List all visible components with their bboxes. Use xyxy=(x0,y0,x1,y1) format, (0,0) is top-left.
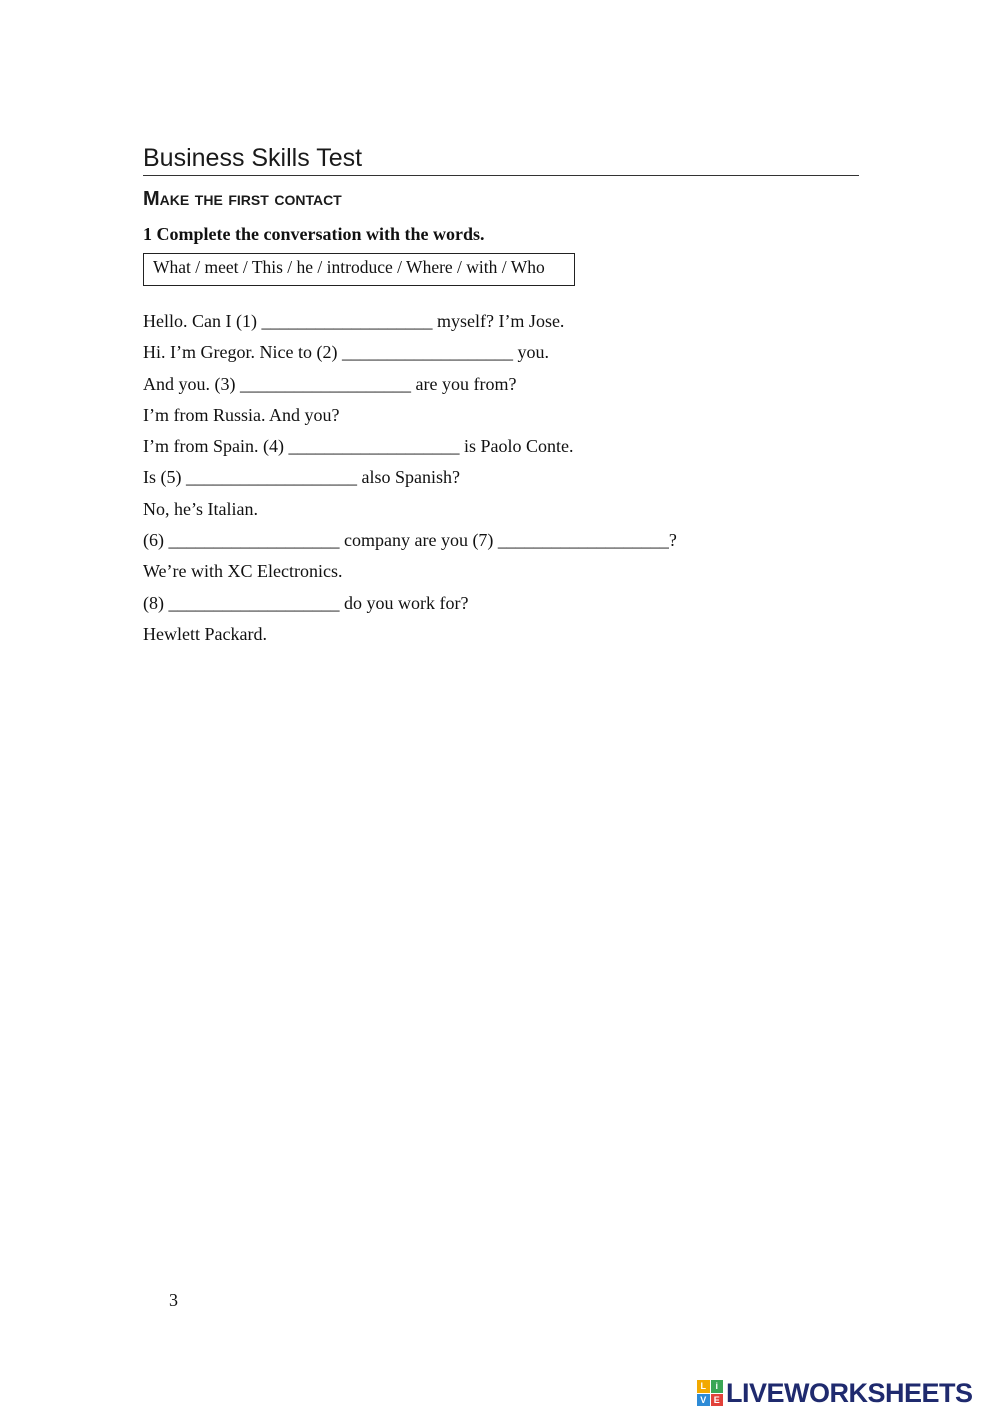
dialogue-line-6: Is (5) ___________________ also Spanish? xyxy=(143,467,460,488)
title-divider xyxy=(143,175,859,176)
logo-tile: E xyxy=(711,1394,724,1407)
logo-tile: L xyxy=(697,1380,710,1393)
word-bank-box: What / meet / This / he / introduce / Where / with / Who xyxy=(143,253,575,286)
section-heading: Make the first contact xyxy=(143,188,342,210)
logo-tile: V xyxy=(697,1394,710,1407)
dialogue-list xyxy=(143,308,677,652)
page-number: 3 xyxy=(169,1290,178,1310)
dialogue-line-4: I’m from Russia. And you? xyxy=(143,404,340,425)
logo-tile: i xyxy=(711,1380,724,1393)
dialogue-line-9: We’re with XC Electronics. xyxy=(143,561,343,582)
dialogue-line-2: Hi. I’m Gregor. Nice to (2) ___________________ you. xyxy=(143,342,549,363)
dialogue-line-1: Hello. Can I (1) ___________________ myself? I’m Jose. xyxy=(143,311,565,331)
exercise-instruction: 1 Complete the conversation with the words. xyxy=(143,224,485,244)
page-title: Business Skills Test xyxy=(143,144,363,172)
dialogue-line-5: I’m from Spain. (4) ___________________ is Paolo Conte. xyxy=(143,436,574,457)
dialogue-line-7: No, he’s Italian. xyxy=(143,498,258,519)
liveworksheets-logo-icon xyxy=(697,1380,723,1406)
dialogue-line-11: Hewlett Packard. xyxy=(143,623,267,644)
watermark-text: LIVEWORKSHEETS xyxy=(726,1377,973,1408)
liveworksheets-watermark xyxy=(697,1376,973,1410)
dialogue-line-3: And you. (3) ___________________ are you from? xyxy=(143,373,517,394)
dialogue-line-8: (6) ___________________ company are you (7) ___________________? xyxy=(143,530,677,551)
dialogue-line-10: (8) ___________________ do you work for? xyxy=(143,592,469,613)
